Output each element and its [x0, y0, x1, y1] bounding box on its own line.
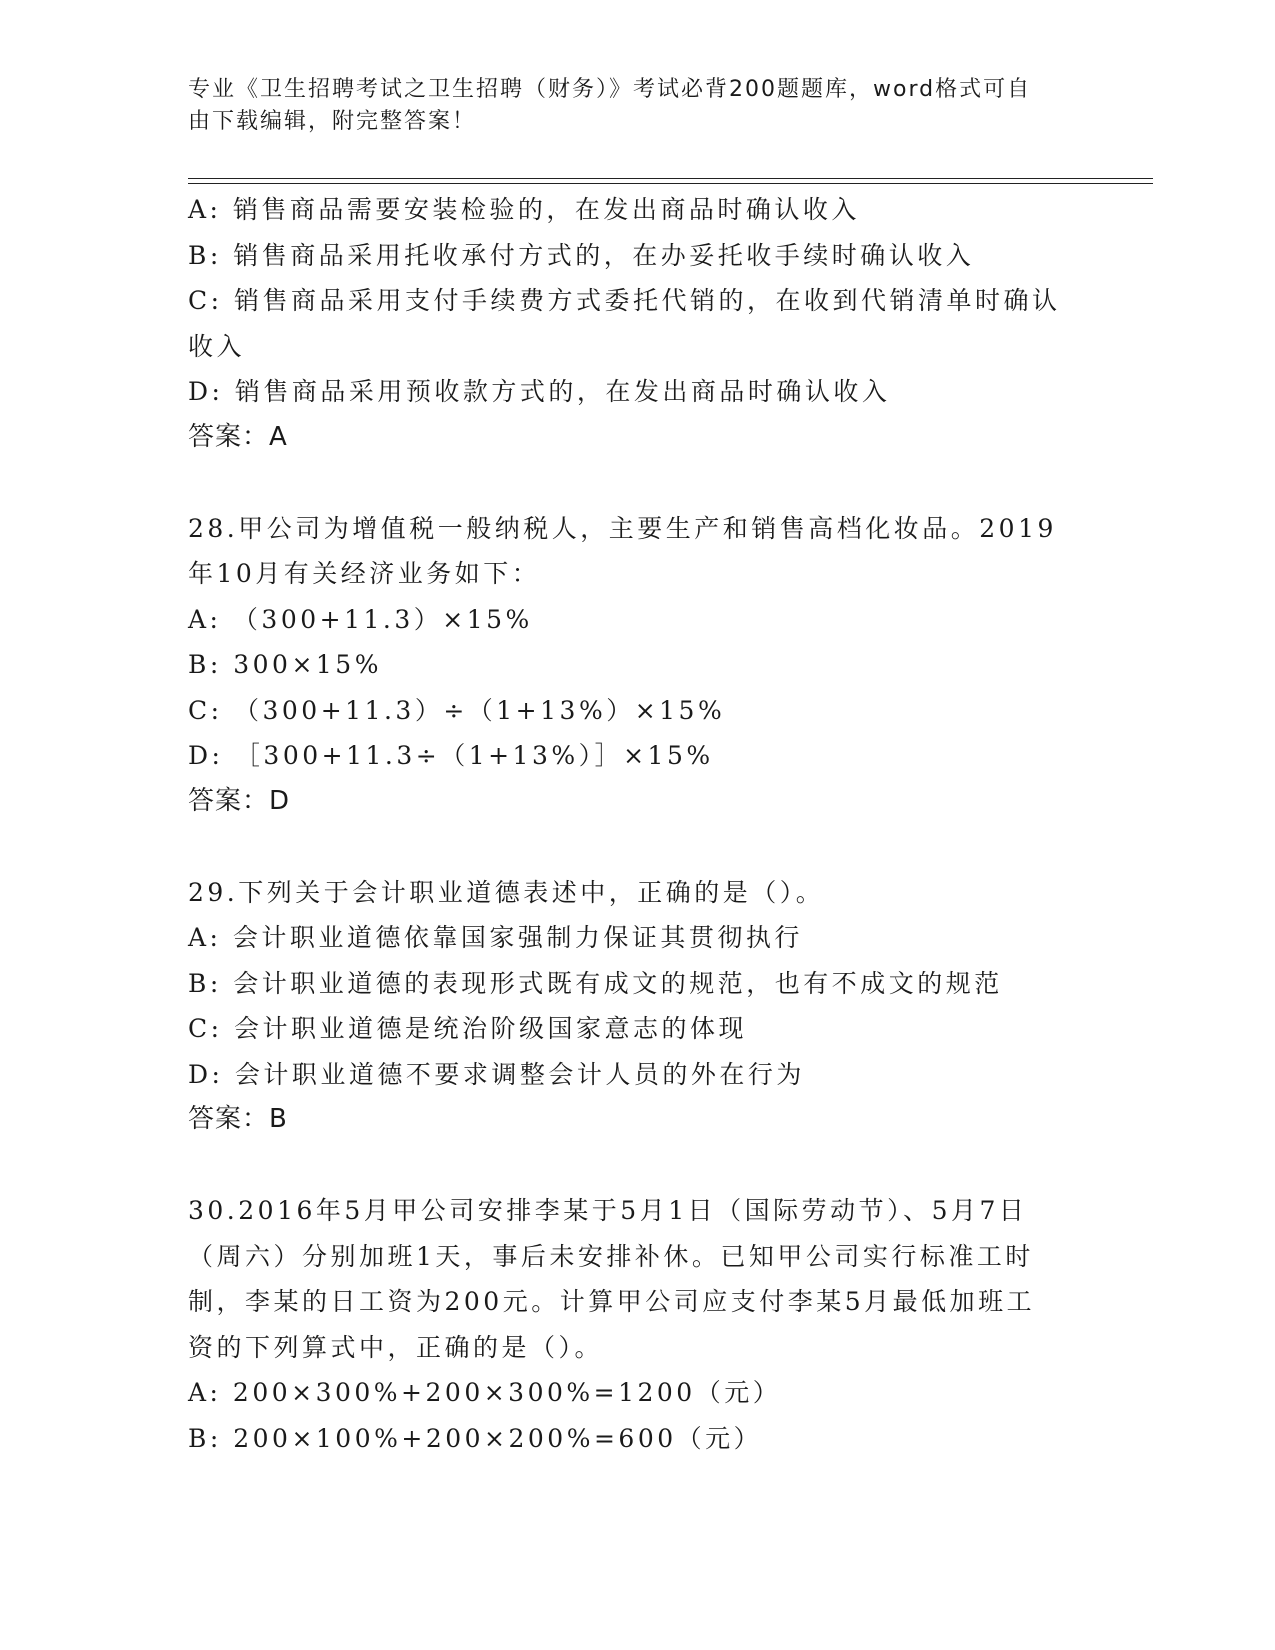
question-stem-line: 制，李某的日工资为200元。计算甲公司应支付李某5月最低加班工: [188, 1287, 1036, 1316]
option-c: C: （300+11.3）÷（1+13%）×15%: [188, 695, 726, 725]
answer: 答案：B: [188, 1104, 288, 1134]
option-b: B: 销售商品采用托收承付方式的，在办妥托收手续时确认收入: [188, 240, 975, 270]
option-d: D: 销售商品采用预收款方式的，在发出商品时确认收入: [188, 377, 891, 406]
header-line-1: 专业《卫生招聘考试之卫生招聘（财务）》考试必背200题题库，word格式可自: [188, 77, 1032, 102]
spacer: [188, 824, 1088, 870]
question-27: [188, 187, 1088, 460]
option-d: D: ［300+11.3÷（1+13%）］×15%: [188, 741, 714, 770]
header-line-2: 由下载编辑，附完整答案！: [188, 109, 477, 134]
option-a: A: 200×300%+200×300%=1200（元）: [188, 1378, 782, 1407]
option-c-continued: 收入: [188, 331, 246, 361]
question-stem-line: 年10月有关经济业务如下：: [188, 559, 541, 588]
option-b: B: 会计职业道德的表现形式既有成文的规范，也有不成文的规范: [188, 968, 1003, 998]
document-header: [188, 74, 1068, 138]
question-stem-line: 30.2016年5月甲公司安排李某于5月1日（国际劳动节）、5月7日: [188, 1196, 1028, 1225]
document-body: [188, 187, 1088, 1461]
answer: 答案：A: [188, 421, 288, 452]
header-rule-bottom: [188, 183, 1153, 184]
question-stem-line: （周六）分别加班1天，事后未安排补休。已知甲公司实行标准工时: [188, 1241, 1034, 1271]
option-b: B: 200×100%+200×200%=600（元）: [188, 1423, 763, 1453]
option-d: D: 会计职业道德不要求调整会计人员的外在行为: [188, 1059, 805, 1089]
option-c: C: 会计职业道德是统治阶级国家意志的体现: [188, 1014, 747, 1043]
question-stem-line: 资的下列算式中，正确的是（）。: [188, 1332, 604, 1362]
spacer: [188, 460, 1088, 506]
answer: 答案：D: [188, 785, 291, 816]
question-stem-line: 29.下列关于会计职业道德表述中，正确的是（）。: [188, 877, 825, 907]
question-30: [188, 1188, 1088, 1461]
question-stem-line: 28.甲公司为增值税一般纳税人，主要生产和销售高档化妆品。2019: [188, 513, 1057, 543]
question-28: [188, 506, 1088, 825]
option-c: C: 销售商品采用支付手续费方式委托代销的，在收到代销清单时确认: [188, 286, 1061, 315]
header-rule-top: [188, 178, 1153, 179]
question-29: [188, 870, 1088, 1143]
option-a: A: 销售商品需要安装检验的，在发出商品时确认收入: [188, 195, 860, 224]
option-a: A: （300+11.3）×15%: [188, 604, 533, 634]
option-a: A: 会计职业道德依靠国家强制力保证其贯彻执行: [188, 923, 803, 952]
option-b: B: 300×15%: [188, 650, 382, 679]
spacer: [188, 1143, 1088, 1189]
